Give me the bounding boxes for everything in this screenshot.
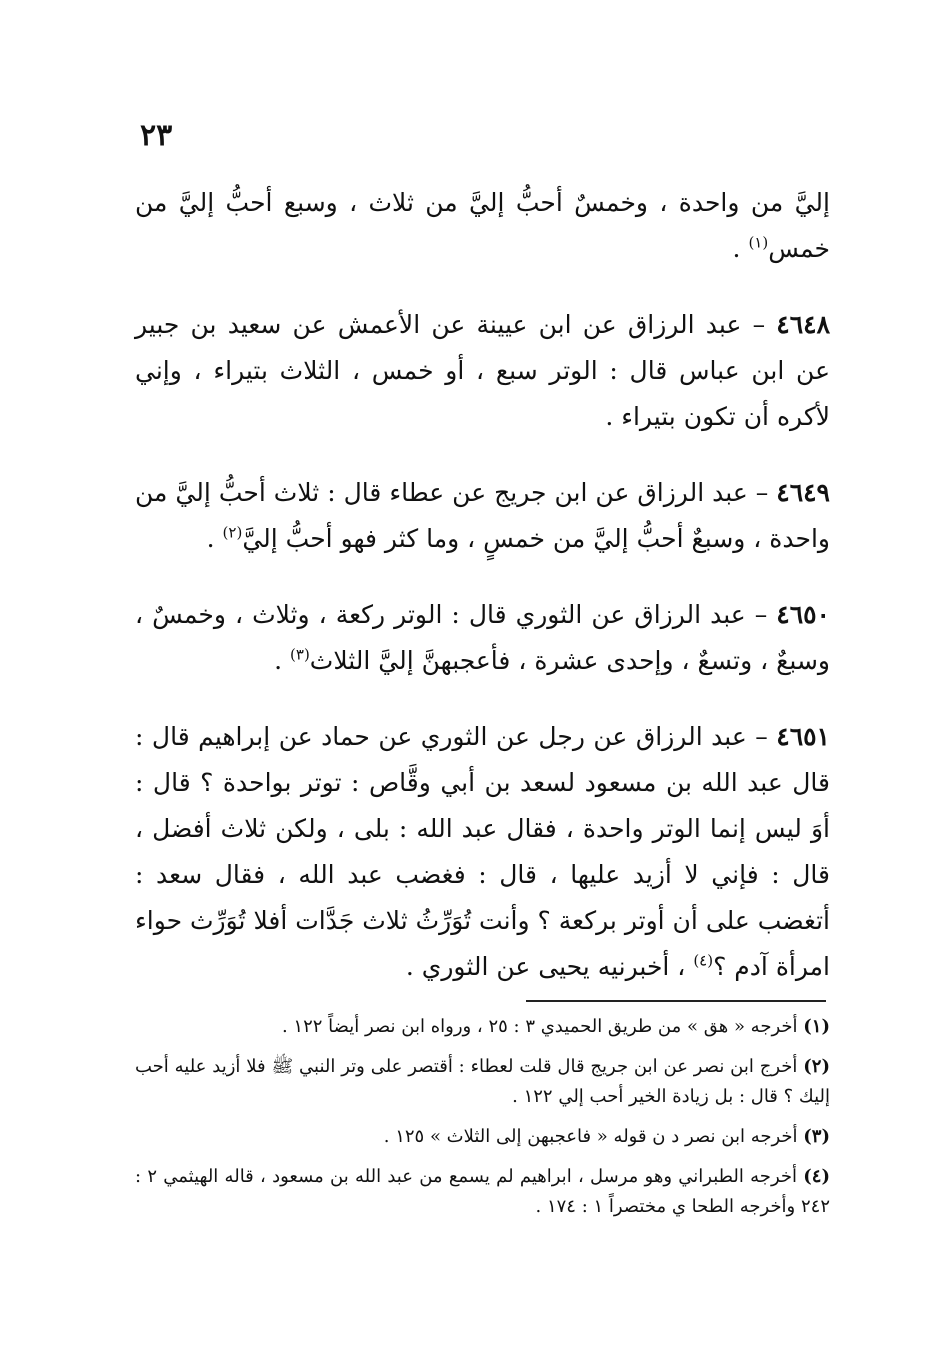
hadith-number: ٤٦٤٩ [776, 478, 830, 507]
footnote-4 [135, 1162, 830, 1222]
footnote-number: (٤) [803, 1166, 830, 1187]
footnote-divider [526, 1000, 826, 1002]
hadith-number: ٤٦٤٨ [776, 310, 830, 339]
hadith-4651: ٤٦٥١ – عبد الرزاق عن رجل عن الثوري عن حماد عن إبراهيم قال : قال عبد الله بن مسعود لسعد بن أبي وقَّاص : توتر بواحدة ؟ قال : أوَ ليس إنما الوتر واحدة ، فقال عبد الله : بلى ، ولكن ثلاث أفضل ، قال : فإني لا أزيد عليها ، قال : فغضب عبد الله ، فقال سعد : أتغضب على أن أوتر بركعة ؟ وأنت تُوَرِّثُ ثلاث جَدَّات أفلا تُوَرِّث حواء امرأة آدم ؟$^{(٤)}$ ، أخبرنيه يحيى عن الثوري . [135, 722, 830, 981]
footnote-text: أخرج ابن نصر عن ابن جريج قال قلت لعطاء : أقتصر على وتر النبي ﷺ فلا أزيد عليه أحب إليك ؟ قال : بل زيادة الخير أحب إلي ١٢٢ . [135, 1056, 830, 1107]
main-text [135, 180, 830, 1020]
footnote-2 [135, 1052, 830, 1112]
footnote-ref[interactable]: (٣) [290, 645, 310, 664]
hadith-number: ٤٦٥١ [776, 722, 830, 751]
hadith-4648: ٤٦٤٨ – عبد الرزاق عن ابن عيينة عن الأعمش عن سعيد بن جبير عن ابن عباس قال : الوتر سبع ، أو خمس ، الثلاث بتيراء ، وإني لأكره أن تكون بتيراء . [135, 310, 830, 431]
footnote-3 [135, 1122, 830, 1152]
paragraph-end: . [274, 646, 291, 675]
footnote-ref[interactable]: (١) [748, 233, 769, 252]
paragraph-end: . [206, 524, 223, 553]
paragraph-text: عبد الرزاق عن ابن عيينة عن الأعمش عن سعيد بن جبير عن ابن عباس قال : الوتر سبع ، أو خمس ، الثلاث بتيراء ، وإني لأكره أن تكون بتيراء [135, 310, 830, 431]
footnote-text: أخرجه الطبراني وهو مرسل ، ابراهيم لم يسمع من عبد الله بن مسعود ، قاله الهيثمي ٢ : ٢٤٢ وأخرجه الطحا ي مختصراً ١ : ١٧٤ . [135, 1166, 830, 1217]
footnote-number: (٣) [803, 1126, 830, 1147]
paragraph-text: عبد الرزاق عن رجل عن الثوري عن حماد عن إبراهيم قال : قال عبد الله بن مسعود لسعد بن أبي وقَّاص : توتر بواحدة ؟ قال : أوَ ليس إنما الوتر واحدة ، فقال عبد الله : بلى ، ولكن ثلاث أفضل ، قال : فإني لا أزيد عليها ، قال : فغضب عبد الله ، فقال سعد : أتغضب على أن أوتر بركعة ؟ وأنت تُوَرِّثُ ثلاث جَدَّات أفلا تُوَرِّث حواء امرأة آدم ؟ [135, 722, 830, 981]
footnote-ref[interactable]: (٢) [222, 523, 243, 542]
paragraph-text: إليَّ من واحدة ، وخمسٌ أحبُّ إليَّ من ثلاث ، وسبع أحبُّ إليَّ من خمس [135, 188, 830, 263]
footnote-number: (١) [803, 1016, 830, 1037]
footnote-1 [135, 1012, 830, 1042]
paragraph-text: عبد الرزاق عن ابن جريج عن عطاء قال : ثلاث أحبُّ إليَّ من واحدة ، وسبعٌ أحبُّ إليَّ من خمسٍ ، وما كثر فهو أحبُّ إليَّ [135, 478, 830, 553]
paragraph-continuation [135, 180, 830, 272]
footnote-text: أخرجه ابن نصر د ن قوله « فاعجبهن إلى الثلاث » ١٢٥ . [383, 1126, 798, 1147]
paragraph-end: . [605, 402, 622, 431]
paragraph-end: ، أخبرنيه يحيى عن الثوري . [405, 952, 694, 981]
footnote-ref[interactable]: (٤) [693, 951, 714, 970]
hadith-4650: ٤٦٥٠ – عبد الرزاق عن الثوري قال : الوتر ركعة ، وثلاث ، وخمسٌ ، وسبعٌ ، وتسعٌ ، وإحدى عشرة ، فأعجبهنَّ إليَّ الثلاث$^{(٣)}$ . [135, 600, 830, 675]
page-number: ٢٣ [140, 118, 173, 153]
footnote-text: أخرجه « هق » من طريق الحميدي ٣ : ٢٥ ، ورواه ابن نصر أيضاً ١٢٢ . [281, 1016, 798, 1037]
hadith-4649: ٤٦٤٩ – عبد الرزاق عن ابن جريج عن عطاء قال : ثلاث أحبُّ إليَّ من واحدة ، وسبعٌ أحبُّ إليَّ من خمسٍ ، وما كثر فهو أحبُّ إليَّ$^{(٢)}$ . [135, 478, 830, 553]
footnote-number: (٢) [803, 1056, 830, 1077]
hadith-number: ٤٦٥٠ [776, 600, 830, 629]
paragraph-end: . [732, 234, 749, 263]
footnotes [135, 1012, 830, 1232]
paragraph-text: عبد الرزاق عن الثوري قال : الوتر ركعة ، وثلاث ، وخمسٌ ، وسبعٌ ، وتسعٌ ، وإحدى عشرة ، فأعجبهنَّ إليَّ الثلاث [135, 600, 830, 675]
